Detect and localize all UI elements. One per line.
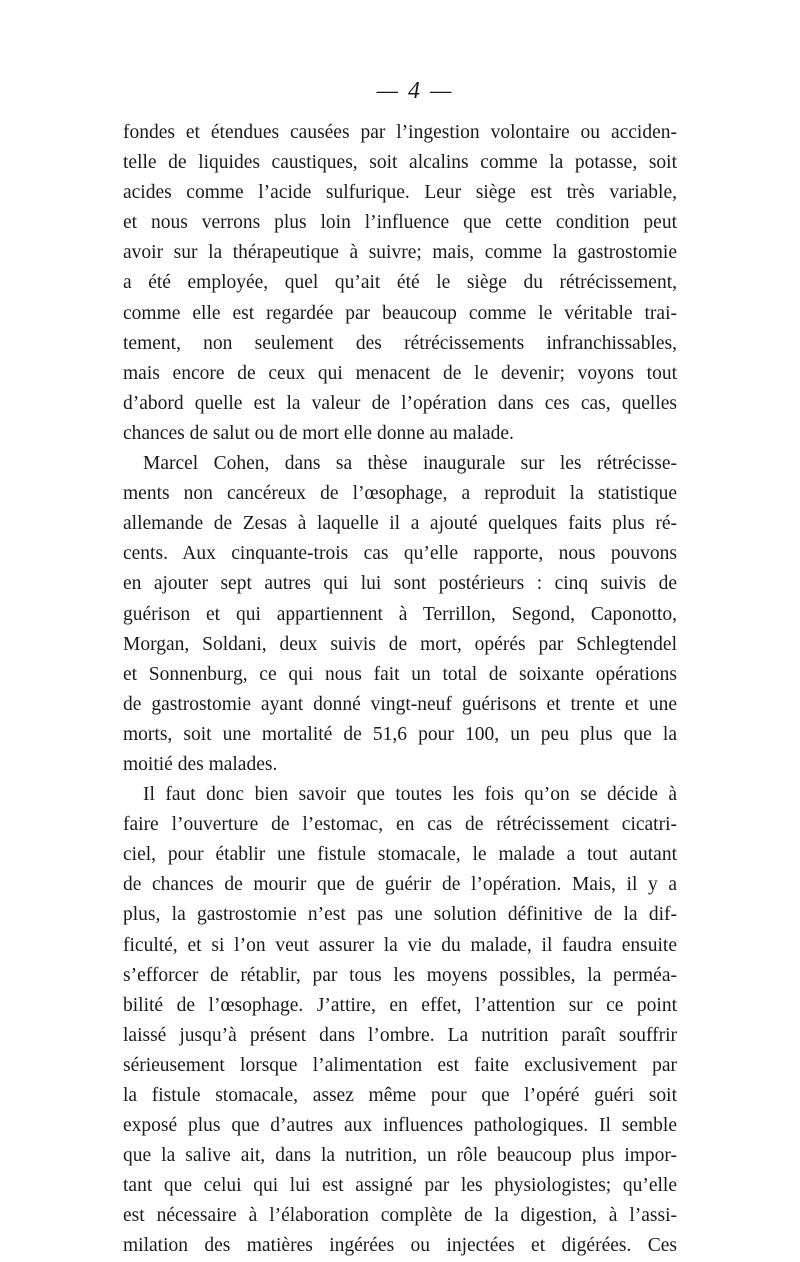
text-line: est nécessaire à l’élaboration complète de la digestion, à l’assi- — [123, 1205, 677, 1227]
text-line: laissé jusqu’à présent dans l’ombre. La nutrition paraît souffrir — [123, 1024, 677, 1046]
text-line: telle de liquides caustiques, soit alcalins comme la potasse, soit — [123, 152, 677, 174]
text-line: s’efforcer de rétablir, par tous les moyens possibles, la perméa- — [123, 964, 677, 986]
text-line: fondes et étendues causées par l’ingestion volontaire ou acciden- — [123, 122, 677, 143]
text-line: de gastrostomie ayant donné vingt-neuf guérisons et trente et une — [123, 693, 677, 715]
text-line: et Sonnenburg, ce qui nous fait un total de soixante opérations — [123, 663, 677, 685]
text-line: Morgan, Soldani, deux suivis de mort, opérés par Schlegtendel — [123, 633, 677, 655]
text-line: tement, non seulement des rétrécissements infranchissables, — [123, 332, 677, 354]
page-number: — 4 — — [376, 78, 454, 104]
paragraph-1 — [123, 118, 677, 449]
text-line: Il faut donc bien savoir que toutes les fois qu’on se décide à — [143, 784, 677, 806]
text-line: milation des matières ingérées ou injectées et digérées. Ces — [123, 1235, 677, 1257]
text-line: et nous verrons plus loin l’influence que cette condition peut — [123, 212, 677, 234]
text-line: ciel, pour établir une fistule stomacale, le malade a tout autant — [123, 844, 677, 866]
text-line: mais encore de ceux qui menacent de le devenir; voyons tout — [123, 362, 677, 384]
text-line: moitié des malades. — [123, 753, 278, 775]
text-line: plus, la gastrostomie n’est pas une solution définitive de la dif- — [123, 904, 677, 926]
text-line: guérison et qui appartiennent à Terrillon, Segond, Caponotto, — [123, 603, 677, 625]
paragraph-3 — [123, 780, 677, 1262]
text-line: tant que celui qui lui est assigné par les physiologistes; qu’elle — [123, 1175, 677, 1197]
text-line: en ajouter sept autres qui lui sont postérieurs : cinq suivis de — [123, 573, 677, 595]
paragraph-2 — [123, 449, 677, 780]
text-line: faire l’ouverture de l’estomac, en cas de rétrécissement cicatri- — [123, 814, 677, 836]
text-line: a été employée, quel qu’ait été le siège du rétrécissement, — [123, 272, 677, 294]
text-line: que la salive ait, dans la nutrition, un rôle beaucoup plus impor- — [123, 1145, 677, 1167]
text-line: la fistule stomacale, assez même pour que l’opéré guéri soit — [123, 1085, 677, 1106]
text-line: d’abord quelle est la valeur de l’opération dans ces cas, quelles — [123, 392, 677, 414]
text-line: Marcel Cohen, dans sa thèse inaugurale sur les rétrécisse- — [143, 453, 677, 475]
text-line: bilité de l’œsophage. J’attire, en effet, l’attention sur ce point — [123, 994, 677, 1016]
text-line: de chances de mourir que de guérir de l’opération. Mais, il y a — [123, 874, 677, 896]
text-line: cents. Aux cinquante-trois cas qu’elle rapporte, nous pouvons — [123, 543, 677, 565]
text-line: chances de salut ou de mort elle donne au malade. — [123, 422, 514, 444]
body-text — [123, 118, 677, 1262]
text-line: comme elle est regardée par beaucoup comme le véritable trai- — [123, 302, 677, 324]
text-line: allemande de Zesas à laquelle il a ajouté quelques faits plus ré- — [123, 513, 677, 535]
text-line: avoir sur la thérapeutique à suivre; mais, comme la gastrostomie — [123, 242, 677, 264]
text-line: morts, soit une mortalité de 51,6 pour 100, un peu plus que la — [123, 723, 677, 745]
text-line: acides comme l’acide sulfurique. Leur siège est très variable, — [123, 182, 677, 204]
text-line: sérieusement lorsque l’alimentation est faite exclusivement par — [123, 1054, 677, 1076]
text-line: exposé plus que d’autres aux influences pathologiques. Il semble — [123, 1115, 677, 1137]
text-line: ments non cancéreux de l’œsophage, a reproduit la statistique — [123, 483, 677, 505]
text-line: ficulté, et si l’on veut assurer la vie du malade, il faudra ensuite — [123, 934, 677, 956]
